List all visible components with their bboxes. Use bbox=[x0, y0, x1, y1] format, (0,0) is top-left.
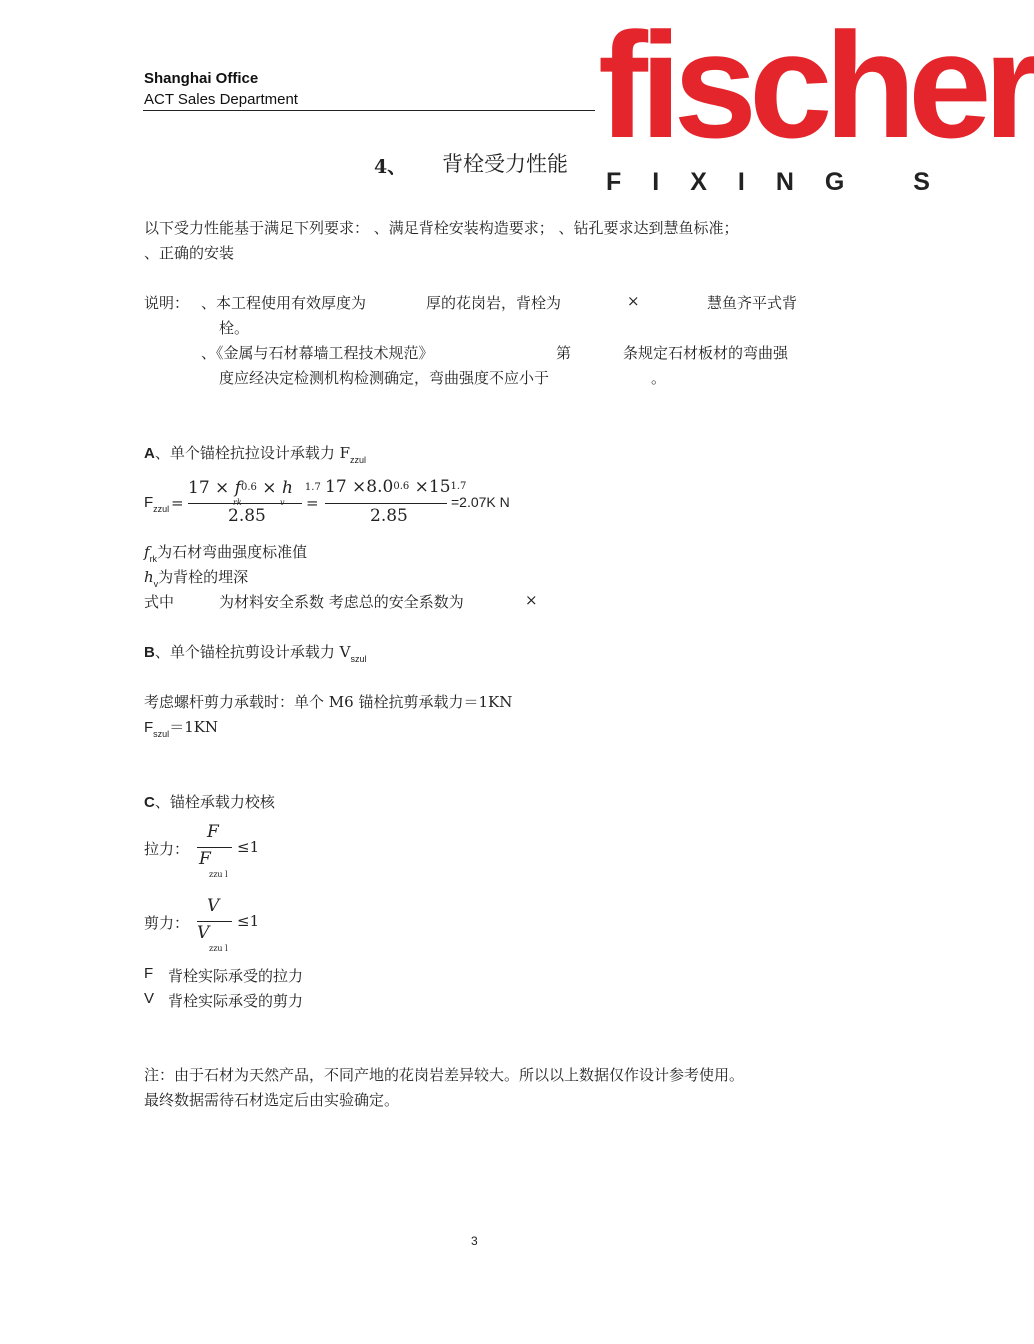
tension-numerator: F bbox=[207, 822, 219, 842]
explanation-item2-a: 、《金属与石材幕墙工程技术规范》 bbox=[201, 344, 434, 362]
part-b-heading-text: 、单个锚栓抗剪设计承载力 V bbox=[154, 643, 351, 661]
note-line-2: 最终数据需待石材选定后由实验确定。 bbox=[144, 1091, 400, 1109]
part-b-letter: B bbox=[144, 644, 155, 661]
part-b-result bbox=[144, 716, 218, 737]
office-name: Shanghai Office bbox=[144, 70, 259, 87]
tension-relation: ≤1 bbox=[237, 838, 260, 856]
header-divider bbox=[143, 110, 595, 111]
safety-note-x: × bbox=[525, 591, 538, 609]
shear-label: 剪力： bbox=[144, 914, 190, 932]
def-f-sub: rk bbox=[149, 554, 158, 564]
def-f-symbol: f bbox=[144, 543, 150, 561]
formula-lhs-symbol: F bbox=[144, 494, 154, 511]
section-title: 背栓受力性能 bbox=[442, 152, 568, 176]
def-shear-text: 背栓实际承受的剪力 bbox=[168, 992, 304, 1010]
explanation-item2-c: 条规定石材板材的弯曲强 bbox=[623, 344, 789, 362]
explanation-item1-d: 栓。 bbox=[219, 319, 250, 337]
num2-base: 17 ×8.0 bbox=[325, 477, 394, 497]
part-c-heading bbox=[144, 791, 275, 812]
explanation-item1-c: 慧鱼齐平式背 bbox=[707, 294, 798, 312]
def-tension-text: 背栓实际承受的拉力 bbox=[168, 967, 304, 985]
formula-lhs bbox=[144, 494, 170, 514]
page-number: 3 bbox=[471, 1234, 478, 1248]
explanation-label: 说明： bbox=[144, 294, 190, 312]
formula-eq-2: = bbox=[306, 494, 319, 512]
part-a-heading-sub: zzul bbox=[350, 455, 367, 465]
part-b-lhs: F bbox=[144, 719, 154, 736]
part-b-lhs-sub: szul bbox=[153, 729, 170, 739]
formula-lhs-sub: zzul bbox=[153, 504, 170, 514]
part-c-heading-text: 、锚栓承载力校核 bbox=[154, 793, 275, 811]
num1-f: f bbox=[234, 478, 241, 498]
section-number: 4、 bbox=[374, 156, 407, 178]
formula-numerator-1 bbox=[188, 478, 321, 498]
part-b-heading-sub: szul bbox=[350, 654, 367, 664]
tension-denominator-sub: zzu l bbox=[209, 870, 228, 879]
def-h-text: 为背栓的埋深 bbox=[158, 568, 249, 586]
formula-denominator-1: 2.85 bbox=[228, 506, 266, 526]
num2-exp-2: 1.7 bbox=[450, 481, 467, 492]
explanation-item1-x: × bbox=[627, 292, 640, 310]
part-a-heading-text: 、单个锚栓抗拉设计承载力 F bbox=[154, 444, 351, 462]
tension-fraction-bar bbox=[197, 847, 232, 848]
department-name: ACT Sales Department bbox=[144, 91, 298, 108]
def-tension-symbol: F bbox=[144, 965, 154, 982]
tension-denominator: F bbox=[199, 849, 211, 869]
num2-exp-1: 0.6 bbox=[393, 481, 410, 492]
def-f-text: 为石材弯曲强度标准值 bbox=[157, 543, 308, 561]
tension-label: 拉力： bbox=[144, 840, 190, 858]
part-c-letter: C bbox=[144, 794, 155, 811]
part-b-line-1: 考虑螺杆剪力承载时：单个 M6 锚栓抗剪承载力＝1KN bbox=[144, 693, 513, 711]
num2-mid: ×15 bbox=[409, 477, 451, 497]
shear-fraction-bar bbox=[197, 921, 232, 922]
formula-result: =2.07K N bbox=[451, 494, 510, 510]
shear-relation: ≤1 bbox=[237, 912, 260, 930]
num1-exp-2: 1.7 bbox=[304, 482, 321, 493]
explanation-item2-d: 度应经决定检测机构检测确定，弯曲强度不应小于 bbox=[219, 369, 550, 387]
fischer-logo bbox=[596, 1, 1034, 204]
shear-numerator: V bbox=[207, 896, 220, 916]
num1-coef: 17 × bbox=[188, 478, 235, 498]
def-f-rk bbox=[144, 541, 307, 562]
shear-denominator-sub: zzu l bbox=[209, 944, 228, 953]
formula-numerator-2 bbox=[325, 477, 466, 497]
safety-note-b: 为材料安全系数 考虑总的安全系数为 bbox=[219, 593, 464, 611]
num1-times: × bbox=[256, 478, 282, 498]
explanation-item2-b: 第 bbox=[556, 344, 572, 362]
def-h-v bbox=[144, 566, 248, 587]
explanation-item2-e: 。 bbox=[651, 369, 667, 387]
safety-note-a: 式中 bbox=[144, 593, 175, 611]
fraction-bar-1 bbox=[188, 503, 302, 504]
explanation-item1-b: 厚的花岗岩，背栓为 bbox=[426, 294, 562, 312]
num1-exp-1: 0.6 bbox=[240, 482, 257, 493]
num1-h: h bbox=[281, 478, 293, 498]
logo-subtitle: FIXING S bbox=[606, 168, 961, 196]
def-h-symbol: h bbox=[144, 568, 154, 586]
def-h-sub: v bbox=[153, 579, 159, 589]
formula-denominator-2: 2.85 bbox=[370, 506, 408, 526]
part-a-letter: A bbox=[144, 445, 155, 462]
explanation-item1-a: 、本工程使用有效厚度为 bbox=[201, 294, 367, 312]
logo-wordmark: fischer bbox=[598, 1, 1034, 169]
formula-eq-1: = bbox=[171, 494, 184, 512]
def-shear-symbol: V bbox=[144, 990, 155, 1007]
part-b-rhs: ＝1KN bbox=[169, 718, 219, 736]
requirements-line-2: 、正确的安装 bbox=[144, 244, 235, 262]
requirements-line-1: 以下受力性能基于满足下列要求： 、满足背栓安装构造要求； 、钻孔要求达到慧鱼标准； bbox=[144, 219, 739, 237]
fraction-bar-2 bbox=[325, 503, 447, 504]
shear-denominator: V bbox=[197, 923, 210, 943]
part-a-heading bbox=[144, 442, 366, 463]
part-b-heading bbox=[144, 641, 366, 662]
note-line-1: 注：由于石材为天然产品，不同产地的花岗岩差异较大。所以以上数据仅作设计参考使用。 bbox=[144, 1066, 745, 1084]
